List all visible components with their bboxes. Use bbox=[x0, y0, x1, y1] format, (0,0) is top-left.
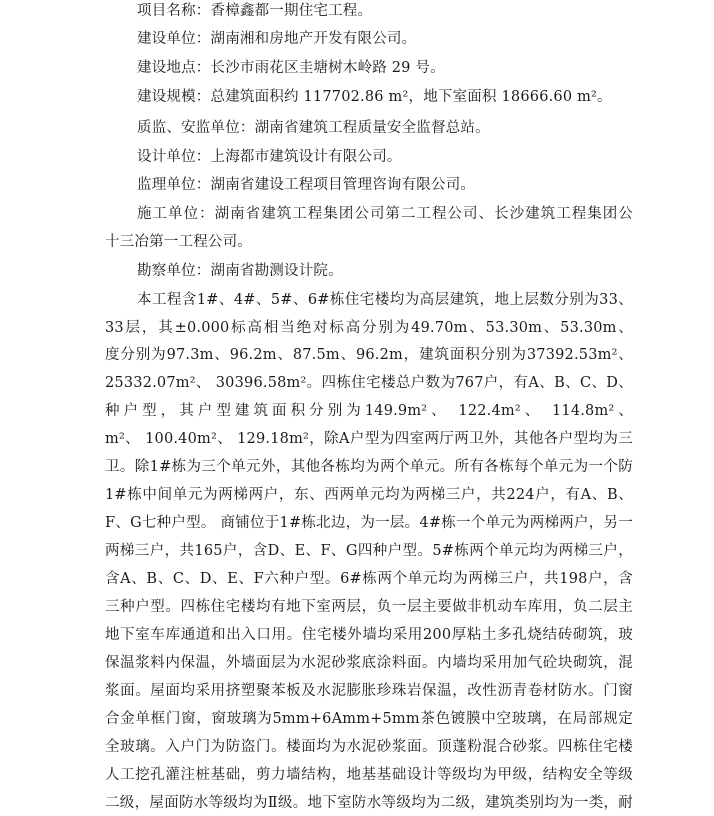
body-paragraph-line: 人工挖孔灌注桩基础，剪力墙结构，地基基础设计等级均为甲级，结构安全等级 bbox=[105, 767, 633, 783]
body-paragraph-line: 两梯三户，共165户，含D、E、F、G四种户型。5#栋两个单元均为两梯三户， bbox=[105, 543, 633, 559]
body-paragraph-line: 全玻璃。入户门为防盗门。楼面均为水泥砂浆面。顶蓬粉混合砂浆。四栋住宅楼 bbox=[105, 739, 633, 755]
body-paragraph-line: 度分别为97.3m、96.2m、87.5m、96.2m，建筑面积分别为37392.53m²、 bbox=[105, 347, 633, 363]
scale-line: 建设规模：总建筑面积约 117702.86 m²，地下室面积 18666.60 m²。 bbox=[137, 89, 612, 105]
supervisor-line: 监理单位：湖南省建设工程项目管理咨询有限公司。 bbox=[137, 177, 476, 193]
body-paragraph-line: 保温浆料内保温，外墙面层为水泥砂浆底涂料面。内墙均采用加气砼块砌筑，混 bbox=[105, 655, 633, 671]
body-paragraph-line: 含A、B、C、D、E、F六种户型。6#栋两个单元均为两梯三户，共198户，含 bbox=[105, 571, 633, 587]
contractor-line: 施工单位：湖南省建筑工程集团公司第二工程公司、长沙建筑工程集团公 bbox=[137, 206, 633, 222]
design-unit-line: 设计单位：上海都市建筑设计有限公司。 bbox=[137, 149, 402, 165]
body-paragraph-line: 33层，其±0.000标高相当绝对标高分别为49.70m、53.30m、53.30m、 bbox=[105, 320, 633, 336]
body-paragraph-line: m²、 100.40m²、 129.18m²，除A户型为四室两厅两卫外，其他各户型均为三 bbox=[105, 431, 633, 447]
contractor-line-cont: 十三冶第一工程公司。 bbox=[105, 234, 252, 250]
body-paragraph-line: 卫。除1#栋为三个单元外，其他各栋均为两个单元。所有各栋每个单元为一个防 bbox=[105, 459, 633, 475]
location-line: 建设地点：长沙市雨花区圭塘树木岭路 29 号。 bbox=[137, 60, 445, 76]
body-paragraph-line: 种户型，其户型建筑面积分别为149.9m²、 122.4m²、 114.8m²、 bbox=[105, 403, 633, 419]
body-paragraph-line: 二级，屋面防水等级均为Ⅱ级。地下室防水等级均为二级，建筑类别均为一类，耐 bbox=[105, 795, 633, 811]
body-paragraph-line: 25332.07m²、 30396.58m²。四栋住宅楼总户数为767户，有A、B、C、D、 bbox=[105, 375, 633, 391]
body-paragraph-line: 地下室车库通道和出入口用。住宅楼外墙均采用200厚粘土多孔烧结砖砌筑，玻 bbox=[105, 627, 633, 643]
supervision-station-line: 质监、安监单位：湖南省建筑工程质量安全监督总站。 bbox=[137, 120, 490, 136]
body-paragraph-line: 1#栋中间单元为两梯两户，东、西两单元均为两梯三户，共224户，有A、B、 bbox=[105, 487, 633, 503]
body-paragraph-line: F、G七种户型。 商铺位于1#栋北边，为一层。4#栋一个单元为两梯两户，另一 bbox=[105, 515, 633, 531]
body-paragraph-line: 本工程含1#、4#、5#、6#栋住宅楼均为高层建筑，地上层数分别为33、 bbox=[137, 292, 633, 308]
body-paragraph-line: 浆面。屋面均采用挤塑聚苯板及水泥膨胀珍珠岩保温，改性沥青卷材防水。门窗 bbox=[105, 683, 633, 699]
developer-line: 建设单位：湖南湘和房地产开发有限公司。 bbox=[137, 31, 417, 47]
body-paragraph-line: 合金单框门窗，窗玻璃为5mm+6Amm+5mm茶色镀膜中空玻璃，在局部规定 bbox=[105, 711, 633, 727]
body-paragraph-line: 三种户型。四栋住宅楼均有地下室两层，负一层主要做非机动车库用，负二层主 bbox=[105, 599, 633, 615]
project-name-line: 项目名称：香樟鑫都一期住宅工程。 bbox=[137, 3, 373, 19]
survey-unit-line: 勘察单位：湖南省勘测设计院。 bbox=[137, 263, 343, 279]
